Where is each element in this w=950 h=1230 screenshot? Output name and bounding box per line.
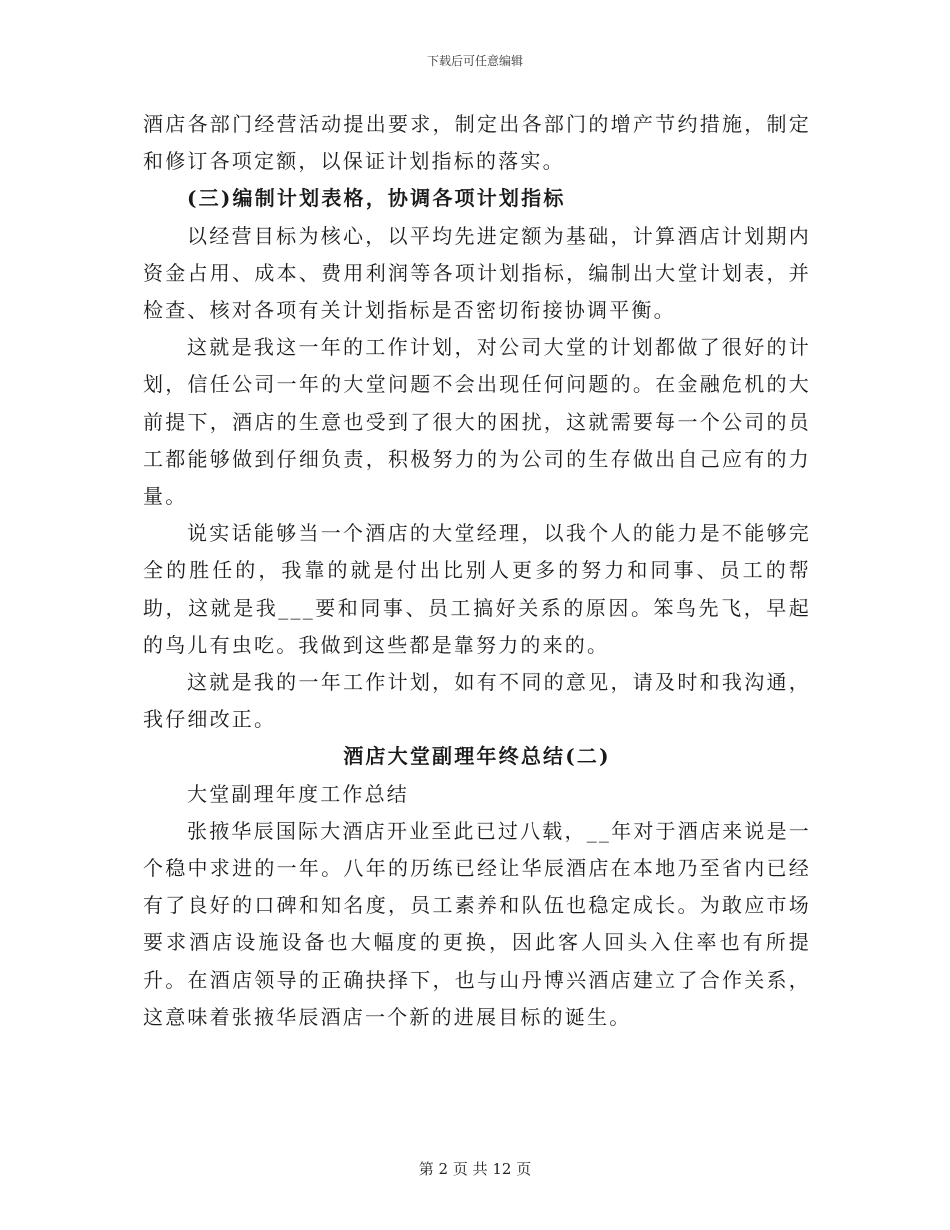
paragraph: 张掖华辰国际大酒店开业至此已过八载，__年对于酒店来说是一个稳中求进的一年。八年的历练已经让华辰酒店在本地乃至省内已经有了良好的口碑和知名度，员工素养和队伍也稳定成长。为敢应市场要求酒店设施设备也大幅度的更换，因此客人回头入住率也有所提升。在酒店领导的正确抉择下，也与山丹博兴酒店建立了合作关系，这意味着张掖华辰酒店一个新的进展目标的诞生。 xyxy=(143,818,811,1029)
page-number: 第 2 页 共 12 页 xyxy=(418,1160,532,1178)
paragraph: 以经营目标为核心，以平均先进定额为基础，计算酒店计划期内资金占用、成本、费用利润等各项计划指标，编制出大堂计划表，并检查、核对各项有关计划指标是否密切衔接协调平衡。 xyxy=(143,223,811,323)
paragraph-continuation: 酒店各部门经营活动提出要求，制定出各部门的增产节约措施，制定和修订各项定额，以保证计划指标的落实。 xyxy=(143,112,811,174)
document-body xyxy=(143,106,811,1036)
section-subheading: (三)编制计划表格，协调各项计划指标 xyxy=(187,186,566,211)
section-title: 酒店大堂副理年终总结(二) xyxy=(343,744,611,769)
paragraph: 这就是我的一年工作计划，如有不同的意见，请及时和我沟通，我仔细改正。 xyxy=(143,670,811,732)
page-header: 下载后可任意编辑 xyxy=(426,54,523,68)
paragraph: 这就是我这一年的工作计划，对公司大堂的计划都做了很好的计划，信任公司一年的大堂问题不会出现任何问题的。在金融危机的大前提下，酒店的生意也受到了很大的困扰，这就需要每一个公司的员工都能够做到仔细负责，积极努力的为公司的生存做出自己应有的力量。 xyxy=(143,335,811,509)
paragraph-subtitle: 大堂副理年度工作总结 xyxy=(187,781,409,806)
paragraph: 说实话能够当一个酒店的大堂经理，以我个人的能力是不能够完全的胜任的，我靠的就是付出比别人更多的努力和同事、员工的帮助，这就是我___要和同事、员工搞好关系的原因。笨鸟先飞，早起的鸟儿有虫吃。我做到这些都是靠努力的来的。 xyxy=(143,521,811,657)
